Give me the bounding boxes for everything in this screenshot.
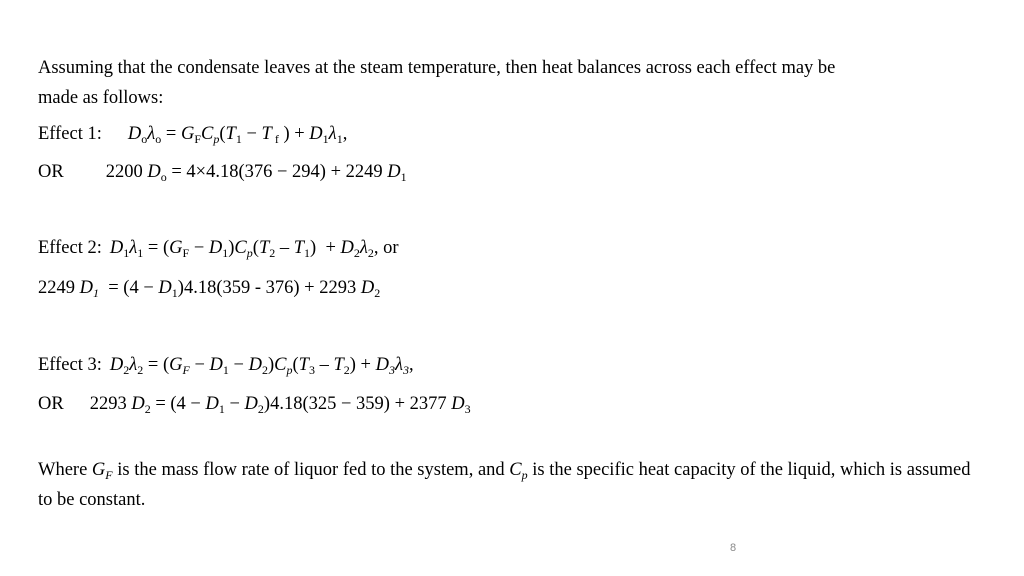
- var: G: [91, 460, 106, 480]
- sub: 1: [336, 132, 343, 146]
- var: D: [109, 238, 124, 258]
- var: λ: [147, 124, 156, 144]
- page-number: 8: [730, 542, 737, 554]
- or-label: OR: [38, 394, 64, 414]
- sub: 1: [171, 286, 178, 300]
- var: D: [387, 162, 401, 182]
- sub: 2: [374, 286, 381, 300]
- var: T: [293, 238, 305, 258]
- sub: 1: [218, 402, 225, 416]
- sub: p: [286, 363, 293, 377]
- sub: 2: [353, 246, 360, 260]
- sub: p: [521, 468, 528, 482]
- var: T: [258, 238, 270, 258]
- op: −: [241, 124, 262, 144]
- var: T: [225, 124, 236, 144]
- op: −: [189, 238, 209, 258]
- sub: F: [194, 132, 202, 146]
- var: C: [234, 238, 247, 258]
- op: , or: [373, 238, 399, 258]
- op: −: [189, 355, 210, 375]
- op: ) +: [278, 124, 310, 144]
- op: = (4 −: [150, 394, 206, 414]
- op: −: [224, 394, 245, 414]
- sub: o: [141, 132, 148, 146]
- sub: 2: [367, 246, 374, 260]
- effect-2-label: Effect 2:: [38, 238, 102, 258]
- text: is the mass flow rate of liquor fed to the system, and: [112, 460, 510, 480]
- sub: 1: [93, 286, 99, 300]
- var: λ: [328, 124, 337, 144]
- sub: 2: [123, 363, 130, 377]
- effect-3-equation: [38, 353, 414, 377]
- op: −: [228, 355, 249, 375]
- sub: 1: [304, 246, 311, 260]
- effect-1-or-equation: [38, 160, 407, 184]
- sub: o: [160, 170, 167, 184]
- var: T: [298, 355, 309, 375]
- op: ) +: [310, 238, 341, 258]
- sub: 2: [343, 363, 350, 377]
- sub: 2: [144, 402, 151, 416]
- var: D: [158, 278, 172, 298]
- var: D: [79, 278, 93, 298]
- var: D: [375, 355, 389, 375]
- num: 2293: [89, 394, 132, 414]
- var: λ: [359, 238, 368, 258]
- sub: 2: [269, 246, 276, 260]
- op: )4.18(325 − 359) + 2377: [263, 394, 452, 414]
- sub: 1: [137, 246, 144, 260]
- op: = 4×4.18(376 − 294) + 2249: [166, 162, 388, 182]
- op: )4.18(359 - 376) + 2293: [177, 278, 361, 298]
- var: D: [109, 355, 124, 375]
- intro-text-2: made as follows:: [38, 88, 164, 108]
- var: D: [340, 238, 354, 258]
- op: (: [219, 124, 226, 144]
- op: ): [228, 238, 235, 258]
- sub: 1: [322, 132, 329, 146]
- op: = (: [143, 238, 170, 258]
- sub: F: [182, 246, 190, 260]
- effect-2-equation: [38, 236, 399, 260]
- var: D: [147, 162, 161, 182]
- sub: 3: [388, 363, 395, 377]
- sub: 1: [123, 246, 130, 260]
- sub: 1: [400, 170, 407, 184]
- var: D: [244, 394, 258, 414]
- var: C: [274, 355, 287, 375]
- var: D: [209, 355, 223, 375]
- var: λ: [394, 355, 403, 375]
- var: D: [451, 394, 465, 414]
- sub: 2: [261, 363, 268, 377]
- sub: f: [271, 132, 279, 146]
- sub: 2: [257, 402, 264, 416]
- sub: 3: [403, 363, 409, 377]
- effect-2-numeric-equation: [38, 276, 380, 300]
- op: ): [267, 355, 275, 375]
- op: ) +: [349, 355, 376, 375]
- op: = (4 −: [99, 278, 159, 298]
- effect-1-label: Effect 1:: [38, 124, 102, 144]
- var: G: [180, 124, 195, 144]
- sub: 3: [308, 363, 315, 377]
- sub: 1: [222, 246, 229, 260]
- sub: 2: [137, 363, 144, 377]
- intro-line-1: [38, 56, 835, 80]
- sub: o: [155, 132, 162, 146]
- sub: F: [105, 468, 113, 482]
- op: ,: [342, 124, 348, 144]
- sub: 1: [235, 132, 242, 146]
- var: T: [261, 124, 272, 144]
- op: = (: [143, 355, 170, 375]
- var: D: [309, 124, 323, 144]
- op: ,: [409, 355, 414, 375]
- sub: 3: [464, 402, 471, 416]
- effect-1-equation: [38, 122, 347, 146]
- var: λ: [129, 355, 138, 375]
- op: =: [161, 124, 181, 144]
- effect-3-label: Effect 3:: [38, 355, 102, 375]
- var: D: [208, 238, 223, 258]
- sub: F: [182, 363, 190, 377]
- sub: p: [246, 246, 253, 260]
- or-label: OR: [38, 162, 64, 182]
- intro-line-2: [38, 86, 163, 110]
- var: D: [360, 278, 375, 298]
- num: 2249: [38, 278, 80, 298]
- op: (: [252, 238, 259, 258]
- sub: 1: [222, 363, 229, 377]
- intro-text-1: Assuming that the condensate leaves at the steam temperature, then heat balances across each effect may be: [38, 58, 836, 78]
- op: –: [314, 355, 334, 375]
- var: D: [248, 355, 262, 375]
- num: 2200: [105, 162, 148, 182]
- effect-3-or-equation: [38, 392, 471, 416]
- where-paragraph: [38, 455, 978, 515]
- var: T: [333, 355, 344, 375]
- op: –: [275, 238, 294, 258]
- var: C: [201, 124, 214, 144]
- text: Where: [38, 460, 92, 480]
- var: D: [131, 394, 145, 414]
- var: G: [169, 355, 183, 375]
- var: D: [127, 124, 142, 144]
- var: G: [169, 238, 183, 258]
- var: C: [509, 460, 522, 480]
- op: (: [292, 355, 299, 375]
- sub: p: [213, 132, 220, 146]
- var: D: [205, 394, 219, 414]
- text: is the specific heat capacity of the liquid, which is assumed to be constant.: [38, 460, 971, 510]
- var: λ: [129, 238, 138, 258]
